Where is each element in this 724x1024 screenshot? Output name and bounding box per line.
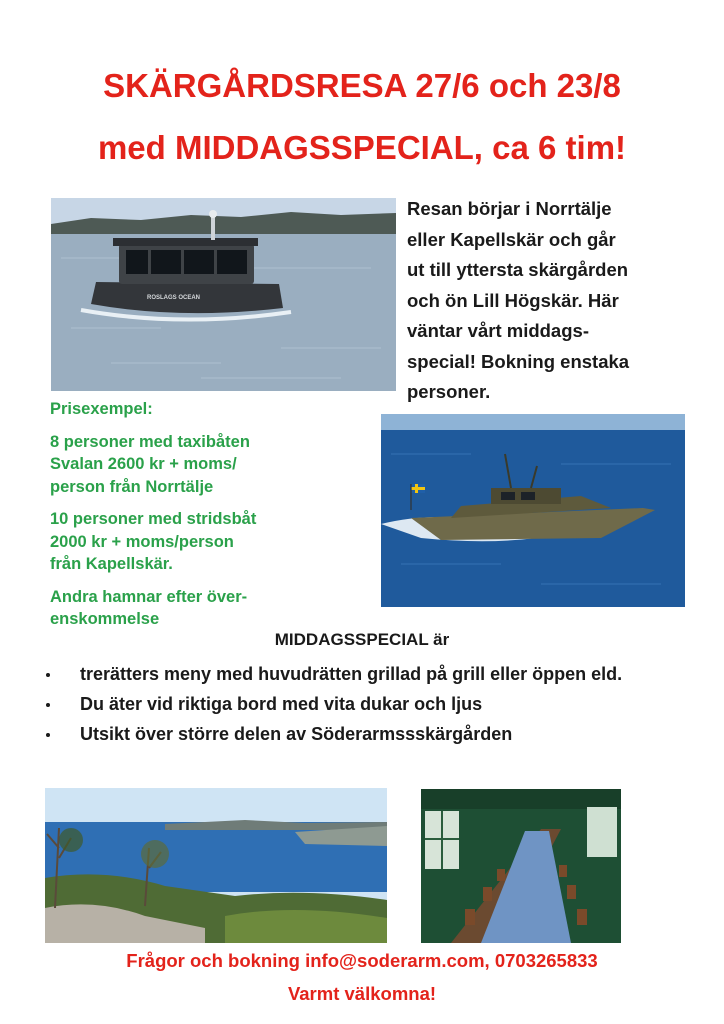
page-title-line-2: med MIDDAGSSPECIAL, ca 6 tim! xyxy=(97,129,627,166)
taxi-boat-photo xyxy=(51,198,396,391)
price-example-3-line: Andra hamnar efter över- xyxy=(50,587,248,606)
bullet-icon xyxy=(46,673,50,677)
list-item-text: trerätters meny med huvudrätten grillad på grill eller öppen eld. xyxy=(80,664,623,684)
price-example-1-line: Svalan 2600 kr + moms/ xyxy=(50,455,237,473)
intro-line: special! Bokning enstaka xyxy=(407,350,630,372)
special-heading: MIDDAGSSPECIAL är xyxy=(274,630,450,649)
intro-line: och ön Lill Högskär. Här xyxy=(407,289,619,311)
dining-tent-photo xyxy=(421,789,621,943)
price-example-3-line: enskommelse xyxy=(50,610,160,628)
page-title-line-1: SKÄRGÅRDSRESA 27/6 och 23/8 xyxy=(103,67,621,104)
bullet-icon xyxy=(46,703,50,707)
price-example-2-line: 2000 kr + moms/person xyxy=(50,532,234,551)
archipelago-photo xyxy=(45,788,387,943)
special-list xyxy=(44,662,684,752)
intro-line: ut till yttersta skärgården xyxy=(407,259,629,280)
boat-logo-text: ROSLAGS OCEAN xyxy=(147,295,201,301)
price-example-1-line: person från Norrtälje xyxy=(50,477,214,496)
list-item-text: Du äter vid riktiga bord med vita dukar och ljus xyxy=(80,694,483,714)
price-example-2-line: från Kapellskär. xyxy=(50,555,173,573)
intro-line: väntar vårt middags- xyxy=(407,320,589,341)
list-item-text: Utsikt över större delen av Söderarmssskärgården xyxy=(80,724,513,744)
price-example-1-line: 8 personer med taxibåten xyxy=(50,432,250,451)
intro-line: personer. xyxy=(407,381,491,402)
list-item xyxy=(44,692,684,716)
bullet-icon xyxy=(46,733,50,737)
welcome-line: Varmt välkomna! xyxy=(287,983,437,1004)
price-examples xyxy=(50,398,370,631)
intro-text xyxy=(407,194,707,408)
contact-line: Frågor och bokning info@soderarm.com, 0703265833 xyxy=(126,950,598,971)
list-item xyxy=(44,722,684,746)
intro-line: Resan börjar i Norrtälje xyxy=(407,198,612,219)
intro-line: eller Kapellskär och går xyxy=(407,228,616,250)
price-heading: Prisexempel: xyxy=(50,400,153,418)
list-item xyxy=(44,662,684,686)
combat-boat-photo xyxy=(381,414,685,607)
price-example-2-line: 10 personer med stridsbåt xyxy=(50,510,257,528)
